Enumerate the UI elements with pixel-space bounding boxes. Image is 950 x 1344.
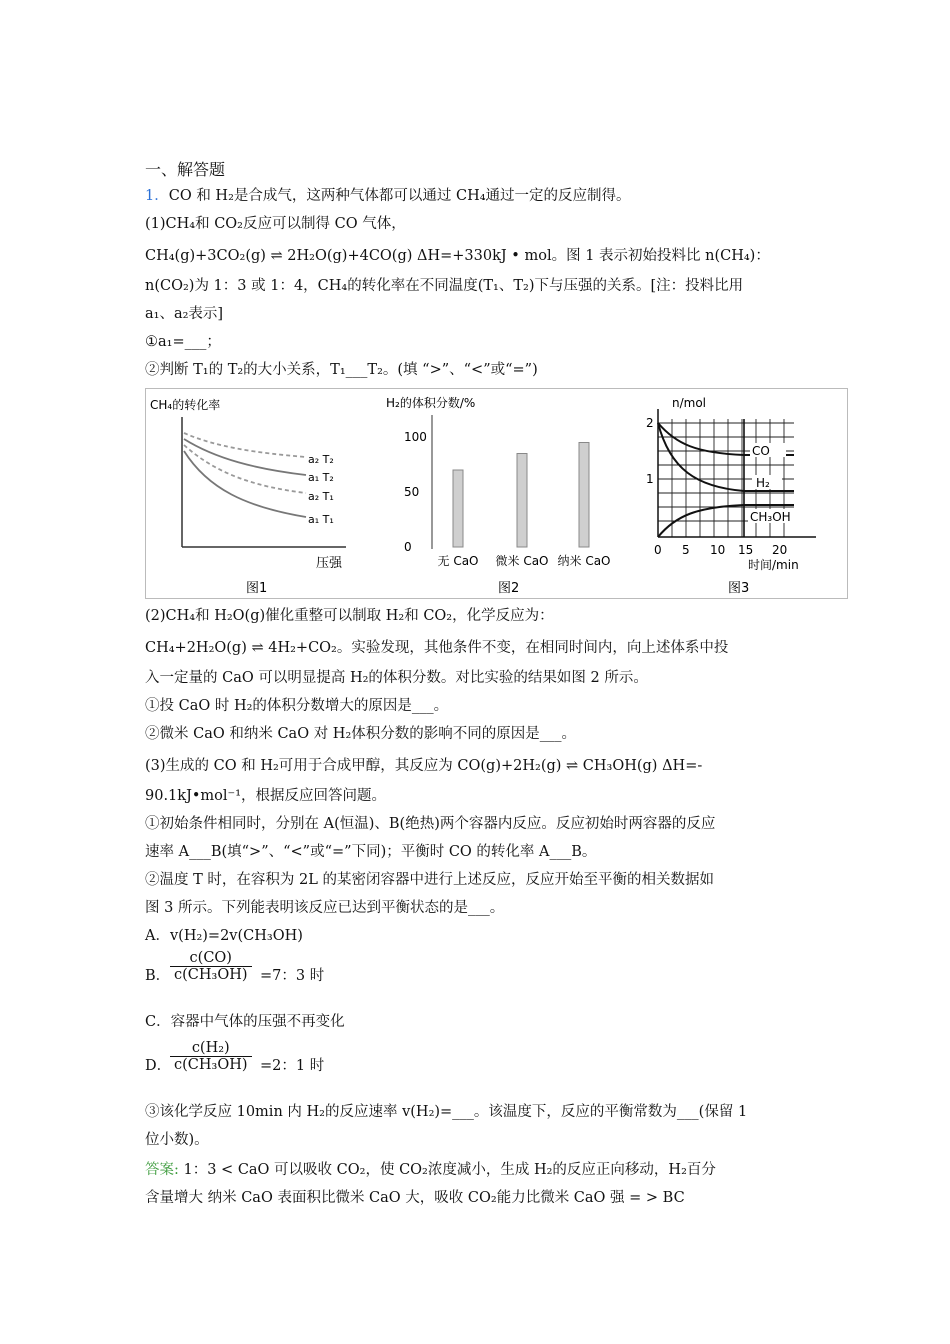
fig1-label-a2t2: a₂ T₂ [308,453,334,466]
option-b-label: B． [145,968,171,984]
fig2-bar [579,443,589,548]
fig3-ylabel: n/mol [672,396,707,410]
part3-question1a: ①初始条件相同时，分别在 A(恒温)、B(绝热)两个容器内反应。反应初始时两容器的反应 [145,816,716,832]
fig1-ylabel: CH₄的转化率 [150,398,221,412]
fig3-ytick-2: 2 [646,416,654,430]
option-b-denominator: c(CH₃OH) [174,967,248,983]
figure-2-bar-chart [386,389,626,598]
question-number: 1． [145,188,169,204]
part1-question1: ①a₁=___； [145,334,221,350]
fig3-xtick-15: 15 [738,543,754,557]
answer-text-1: 1：3 < CaO 可以吸收 CO₂，使 CO₂浓度减小，生成 H₂的反应正向移动，H₂百分 [183,1162,716,1178]
fig1-label-a1t1: a₁ T₁ [308,513,334,526]
section-title: 一、解答题 [145,160,226,179]
fig2-category-label: 纳米 CaO [557,554,611,568]
fig2-bar [517,454,527,548]
part1-head: (1)CH₄和 CO₂反应可以制得 CO 气体， [145,216,406,232]
fig2-ytick: 0 [404,540,412,554]
figures-panel [145,388,848,599]
option-d-label: D． [145,1058,172,1074]
question-1-intro [145,186,631,206]
fig3-label-ch3oh: CH₃OH [750,510,791,524]
fig1-curve-a2t1 [184,445,306,493]
fig1-curve-a1t1 [184,451,306,517]
option-d-denominator: c(CH₃OH) [174,1057,248,1073]
part3-question2a: ②温度 T 时，在容积为 2L 的某密闭容器中进行上述反应，反应开始至平衡的相关数据如 [145,872,714,888]
option-c: C．容器中气体的压强不再变化 [145,1014,345,1030]
option-d-numerator: c(H₂) [170,1040,252,1057]
fig3-xtick-5: 5 [682,543,690,557]
part3-line2: 90.1kJ•mol⁻¹，根据反应回答问题。 [145,788,387,804]
part3-head: (3)生成的 CO 和 H₂可用于合成甲醇，其反应为 CO(g)+2H₂(g) ⇌ CH₃OH(g) ΔH=- [145,758,703,774]
part2-question1: ①投 CaO 时 H₂的体积分数增大的原因是___。 [145,698,449,714]
fig3-label-co: CO [752,444,770,458]
option-b-fraction [170,950,252,983]
fig1-curve-a1t2 [184,439,306,475]
fig1-xlabel: 压强 [316,556,343,571]
part1-question2: ②判断 T₁的 T₂的大小关系，T₁___T₂。(填 “>”、“<”或“=”) [145,362,538,378]
fig2-caption: 图2 [498,581,520,596]
part3-question1b: 速率 A___B(填“>”、“<”或“=”下同)；平衡时 CO 的转化率 A___B。 [145,844,597,860]
part1-line4: a₁、a₂表示] [145,306,224,322]
fig2-ylabel: H₂的体积分数/% [386,396,476,410]
answer-line2: 含量增大 纳米 CaO 表面积比微米 CaO 大，吸收 CO₂能力比微米 CaO 强 = > BC [145,1190,685,1206]
fig1-label-a1t2: a₁ T₂ [308,471,334,484]
part3-question2b: 图 3 所示。下列能表明该反应已达到平衡状态的是___。 [145,900,505,916]
fig3-xlabel: 时间/min [748,558,799,572]
fig3-label-h2: H₂ [756,476,770,490]
answer-label: 答案: [145,1162,179,1178]
fig2-category-label: 微米 CaO [495,554,549,568]
answer-line1 [145,1160,716,1180]
option-d-fraction [170,1040,252,1073]
figure-1 [146,389,376,598]
option-d-tail: =2：1 时 [260,1058,325,1074]
question-text: CO 和 H₂是合成气，这两种气体都可以通过 CH₄通过一定的反应制得。 [168,188,631,204]
option-b-tail: =7：3 时 [260,968,325,984]
fig3-xtick-10: 10 [710,543,726,557]
option-a: A．v(H₂)=2v(CH₃OH) [145,928,303,944]
part1-line3: n(CO₂)为 1：3 或 1：4，CH₄的转化率在不同温度(T₁、T₂)下与压强的关系。[注：投料比用 [145,278,744,294]
fig3-ytick-1: 1 [646,472,654,486]
part3-question3a: ③该化学反应 10min 内 H₂的反应速率 v(H₂)=___。该温度下，反应的平衡常数为___(保留 1 [145,1104,748,1120]
fig3-xtick-0: 0 [654,543,662,557]
figure-3 [636,389,847,598]
fig3-caption: 图3 [728,581,750,596]
fig1-curve-a2t2 [184,433,306,457]
fig2-ytick: 100 [404,430,427,444]
fig2-category-label: 无 CaO [437,554,479,568]
part2-line3: 入一定量的 CaO 可以明显提高 H₂的体积分数。对比实验的结果如图 2 所示。 [145,670,648,686]
fig1-label-a2t1: a₂ T₁ [308,490,334,503]
part2-question2: ②微米 CaO 和纳米 CaO 对 H₂体积分数的影响不同的原因是___。 [145,726,577,742]
part2-head: (2)CH₄和 H₂O(g)催化重整可以制取 H₂和 CO₂，化学反应为： [145,608,554,624]
option-b-numerator: c(CO) [170,950,252,967]
part2-equation: CH₄+2H₂O(g) ⇌ 4H₂+CO₂。实验发现，其他条件不变，在相同时间内，向上述体系中投 [145,640,729,656]
part3-question3b: 位小数)。 [145,1132,209,1148]
fig1-caption: 图1 [246,581,268,596]
fig2-ytick: 50 [404,485,420,499]
part1-equation: CH₄(g)+3CO₂(g) ⇌ 2H₂O(g)+4CO(g) ΔH=+330kJ • mol。图 1 表示初始投料比 n(CH₄)： [145,248,770,264]
fig3-xtick-20: 20 [772,543,788,557]
fig2-bar [453,470,463,547]
